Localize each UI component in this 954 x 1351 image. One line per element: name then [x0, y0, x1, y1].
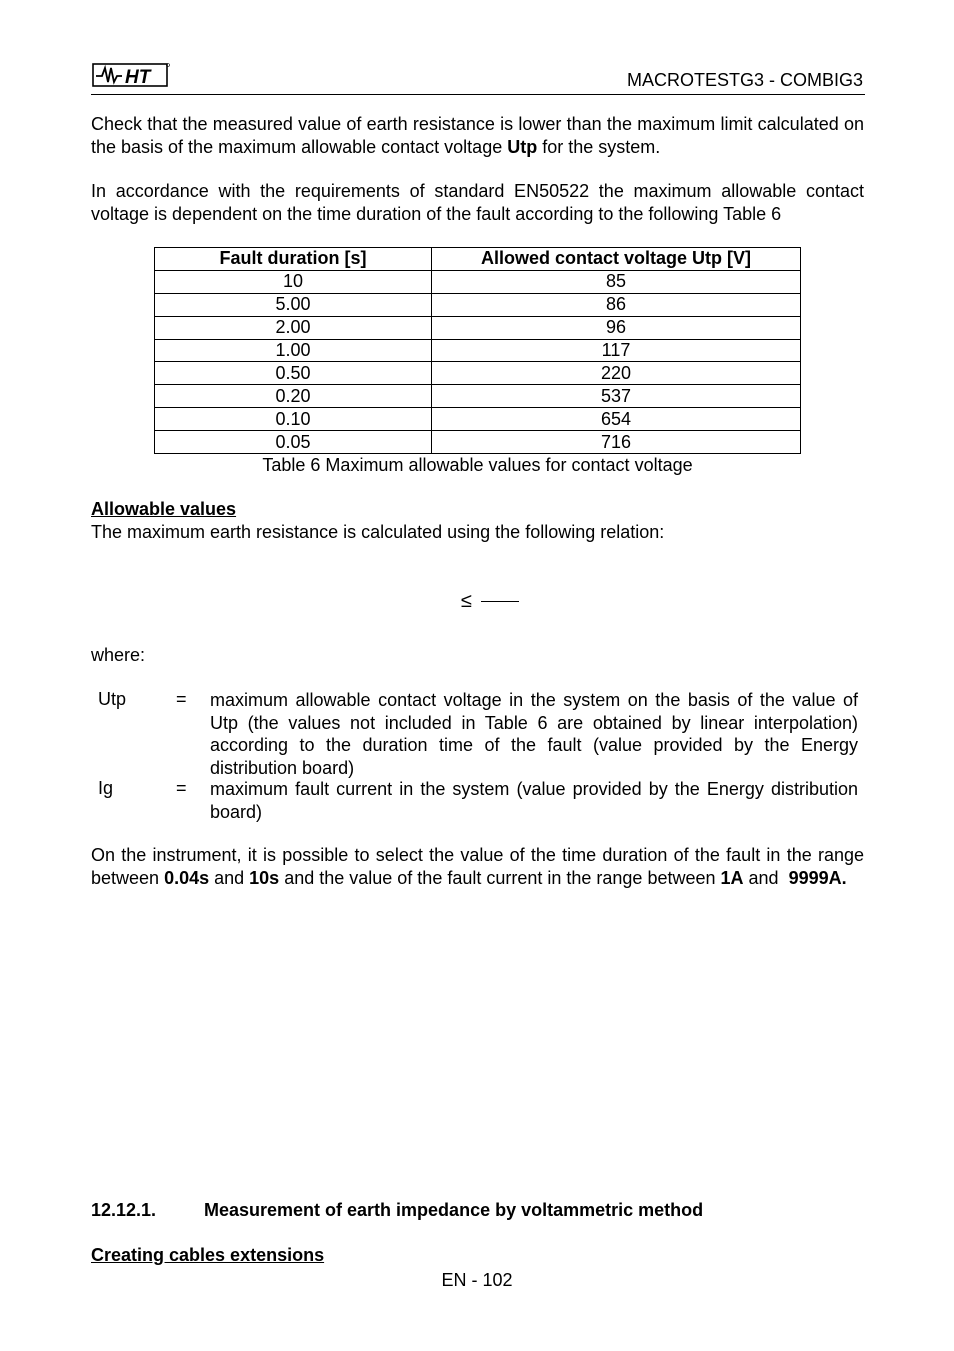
table-cell: 537: [432, 385, 801, 408]
intro-paragraph-2: In accordance with the requirements of standard EN50522 the maximum allowable contact voltage is dependent on the time duration of the fault according to the following Table 6: [91, 181, 864, 224]
table-cell: 716: [432, 431, 801, 454]
table-cell: 86: [432, 293, 801, 316]
table-row: [155, 270, 801, 293]
table-cell: 96: [432, 316, 801, 339]
table-cell: 0.05: [155, 431, 432, 454]
term-ig: Ig: [98, 778, 114, 798]
table-cell: 0.20: [155, 385, 432, 408]
logo-text: HT: [125, 67, 151, 88]
section-title: Measurement of earth impedance by voltammetric method: [204, 1200, 704, 1220]
table-row: [155, 293, 801, 316]
table-cell: 117: [432, 339, 801, 362]
column-header-contact-voltage: Allowed contact voltage Utp [V]: [432, 248, 801, 271]
header-divider: [91, 94, 865, 95]
table-cell: 1.00: [155, 339, 432, 362]
table-row: [155, 316, 801, 339]
section-number: 12.12.1.: [91, 1200, 157, 1220]
document-title: MACROTESTG3 - COMBIG3: [626, 70, 863, 90]
resistance-formula: [461, 590, 519, 613]
table-cell: 5.00: [155, 293, 432, 316]
table-row: [155, 339, 801, 362]
less-equal-symbol: ≤: [461, 590, 472, 612]
table-cell: 0.50: [155, 362, 432, 385]
table-row: [155, 385, 801, 408]
table-row: [155, 362, 801, 385]
allowable-values-text: The maximum earth resistance is calculated using the following relation:: [91, 522, 665, 542]
utp-bold: Utp: [507, 136, 538, 157]
page-number: EN - 102: [441, 1270, 513, 1290]
table-cell: 10: [155, 270, 432, 293]
ht-logo: [92, 62, 170, 88]
intro-paragraph-1: Check that the measured value of earth resistance is lower than the maximum limit calculated on the basis of the maximum allowable contact voltage Utp for the system.: [91, 114, 864, 157]
column-header-fault-duration: Fault duration [s]: [155, 248, 432, 271]
ht-logo-icon: [92, 62, 170, 88]
table-cell: 85: [432, 270, 801, 293]
table-caption: Table 6 Maximum allowable values for contact voltage: [262, 455, 693, 475]
table-header-row: [155, 248, 801, 271]
cables-extensions-heading: Creating cables extensions: [91, 1245, 325, 1265]
table-row: [155, 431, 801, 454]
table-cell: 0.10: [155, 408, 432, 431]
definition-utp: maximum allowable contact voltage in the system on the basis of the value of Utp (the values not included in Table 6 are obtained by linear interpolation) according to the duration time of the fault (value provided by the Energy distribution board): [210, 690, 858, 778]
equals-sign: =: [176, 778, 187, 798]
table-cell: 220: [432, 362, 801, 385]
where-label: where:: [91, 645, 146, 665]
table-cell: 2.00: [155, 316, 432, 339]
definition-ig: maximum fault current in the system (value provided by the Energy distribution board): [210, 779, 858, 822]
table-row: [155, 408, 801, 431]
table-cell: 654: [432, 408, 801, 431]
term-utp: Utp: [98, 689, 127, 709]
contact-voltage-table: [154, 247, 801, 454]
fraction-bar: [481, 601, 519, 602]
instrument-paragraph: On the instrument, it is possible to select the value of the time duration of the fault in the range between 0.04s and 10s and the value of the fault current in the range between 1A and 9999A.: [91, 845, 864, 888]
allowable-values-heading: Allowable values: [91, 499, 237, 519]
equals-sign: =: [176, 689, 187, 709]
